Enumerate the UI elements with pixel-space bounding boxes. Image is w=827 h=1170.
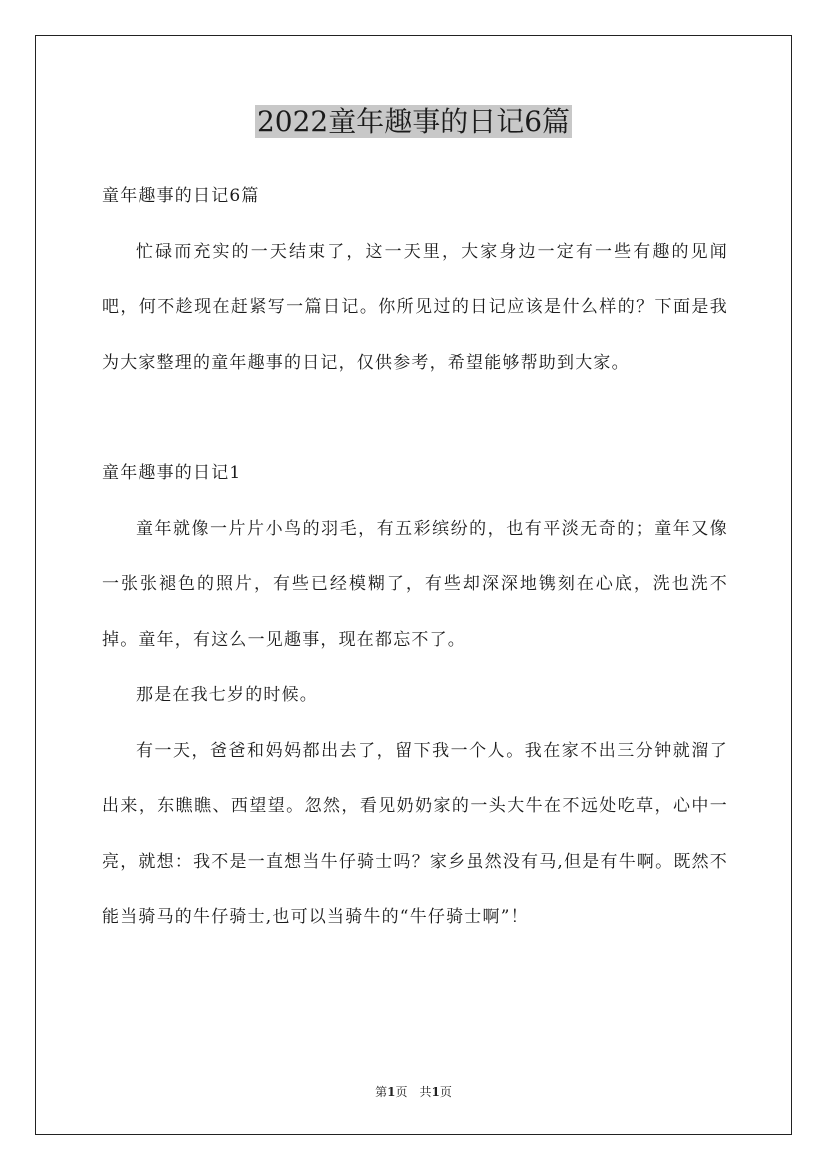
page-footer [0,1083,827,1101]
document-title-wrapper [0,100,827,144]
section-spacer [102,391,728,446]
footer-mid: 页 共 [395,1085,432,1099]
document-subtitle: 童年趣事的日记6篇 [102,186,260,206]
footer-suffix: 页 [439,1085,452,1099]
body-paragraph: 有一天，爸爸和妈妈都出去了，留下我一个人。我在家不出三分钟就溜了出来，东瞧瞧、西望望。忽然，看见奶奶家的一头大牛在不远处吃草，心中一亮，就想：我不是一直想当牛仔骑士吗？家乡虽然没有马,但是有牛啊。既然不能当骑马的牛仔骑士,也可以当骑牛的“牛仔骑士啊”！ [102,740,728,927]
body-paragraph: 那是在我七岁的时候。 [136,685,318,705]
footer-page-number: 1 [387,1085,396,1099]
document-title: 2022童年趣事的日记6篇 [256,105,571,138]
body-paragraph: 童年就像一片片小鸟的羽毛，有五彩缤纷的，也有平淡无奇的；童年又像一张张褪色的照片，有些已经模糊了，有些却深深地镌刻在心底，洗也洗不掉。童年，有这么一见趣事，现在都忘不了。 [102,518,728,650]
intro-paragraph: 忙碌而充实的一天结束了，这一天里，大家身边一定有一些有趣的见闻吧，何不趁现在赶紧写一篇日记。你所见过的日记应该是什么样的？下面是我为大家整理的童年趣事的日记，仅供参考，希望能够帮助到大家。 [102,241,728,373]
document-body [102,169,728,946]
footer-prefix: 第 [375,1085,388,1099]
section-heading: 童年趣事的日记1 [102,463,242,483]
footer-page-total: 1 [431,1085,440,1099]
